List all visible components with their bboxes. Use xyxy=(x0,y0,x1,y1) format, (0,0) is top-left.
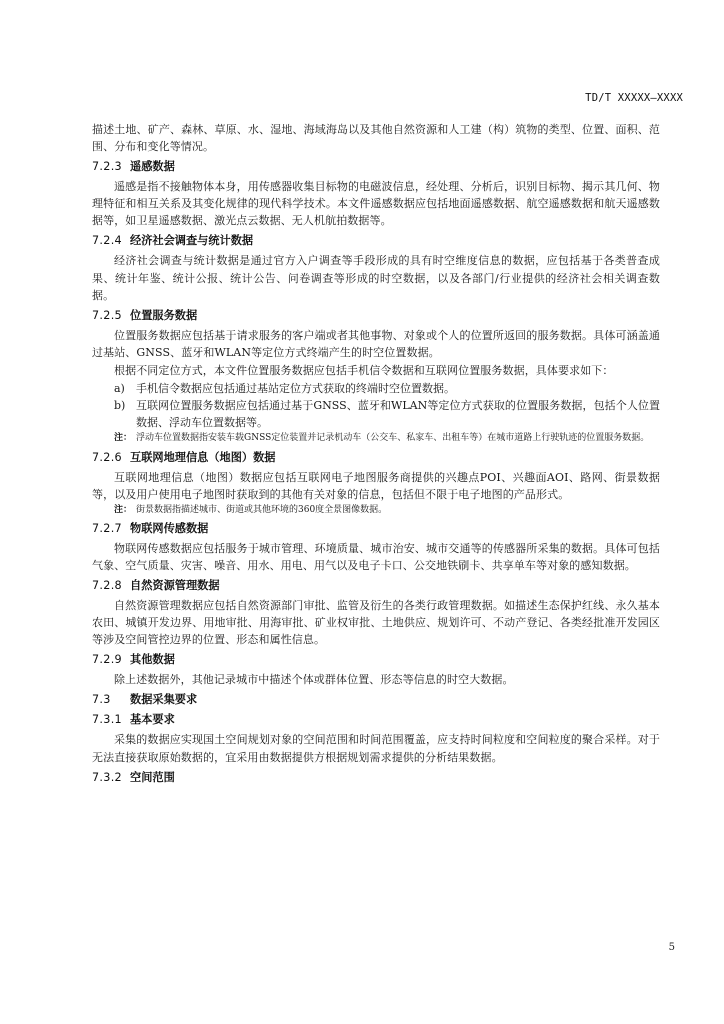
heading-7-2-7 xyxy=(92,521,660,537)
list-marker: a) xyxy=(114,382,125,396)
heading-7-2-3 xyxy=(92,159,660,175)
section-number: 7.2.7 xyxy=(92,521,122,535)
section-title: 经济社会调查与统计数据 xyxy=(130,234,254,248)
section-title: 位置服务数据 xyxy=(130,308,198,322)
para-location-2: 根据不同定位方式，本文件位置服务数据应包括手机信令数据和互联网位置服务数据，具体要求如下： xyxy=(114,363,614,377)
section-title: 自然资源管理数据 xyxy=(130,579,220,593)
page-number: 5 xyxy=(668,942,675,953)
note-street-view xyxy=(92,504,660,517)
section-number: 7.2.3 xyxy=(92,160,122,174)
list-item-text: 手机信令数据应包括通过基站定位方式获取的终端时空位置数据。 xyxy=(136,382,455,396)
section-title: 数据采集要求 xyxy=(130,693,198,707)
document-body xyxy=(92,121,660,789)
note-text: 街景数据指描述城市、街道或其他环境的360度全景图像数据。 xyxy=(136,504,388,515)
section-number: 7.2.9 xyxy=(92,653,122,667)
para-remote-sensing: 遥感是指不接触物体本身，用传感器收集目标物的电磁波信息，经处理、分析后，识别目标物、揭示其几何、物理特征和相互关系及其变化规律的现代科学技术。本文件遥感数据应包括地面遥感数据、航空遥感数据和航天遥感数据等，如卫星遥感数据、激光点云数据、无人机航拍数据等。 xyxy=(92,180,660,228)
section-number: 7.2.8 xyxy=(92,579,122,593)
list-item-a xyxy=(92,380,660,397)
section-title: 基本要求 xyxy=(130,713,175,727)
note-label: 注： xyxy=(114,433,133,444)
section-title: 遥感数据 xyxy=(130,160,175,174)
note-text: 浮动车位置数据指安装车载GNSS定位装置并记录机动车（公交车、私家车、出租车等）在城市道路上行驶轨迹的位置服务数据。 xyxy=(136,433,650,444)
section-title: 物联网传感数据 xyxy=(130,521,209,535)
para-other: 除上述数据外，其他记录城市中描述个体或群体位置、形态等信息的时空大数据。 xyxy=(114,673,514,687)
section-number: 7.3 xyxy=(92,693,111,707)
list-marker: b) xyxy=(114,399,126,413)
para-natural-resources: 自然资源管理数据应包括自然资源部门审批、监管及衍生的各类行政管理数据。如描述生态保护红线、永久基本农田、城镇开发边界、用地审批、用海审批、矿业权审批、土地供应、规划许可、不动产登记、各类经批准开发园区等涉及空间管控边界的位置、形态和属性信息。 xyxy=(92,599,660,647)
section-number: 7.2.5 xyxy=(92,308,122,322)
para-basic-req: 采集的数据应实现国土空间规划对象的空间范围和时间范围覆盖，应支持时间粒度和空间粒度的聚合采样。对于无法直接获取原始数据的，宜采用由数据提供方根据规划需求提供的分析结果数据。 xyxy=(92,733,660,764)
heading-7-2-6 xyxy=(92,450,660,466)
list-item-b xyxy=(92,397,660,431)
para-iot: 物联网传感数据应包括服务于城市管理、环境质量、城市治安、城市交通等的传感器所采集的数据。具体可包括气象、空气质量、灾害、噪音、用水、用电、用气以及电子卡口、公交地铁刷卡、共享单车等对象的感知数据。 xyxy=(92,541,660,572)
heading-7-2-5 xyxy=(92,308,660,324)
heading-7-3-1 xyxy=(92,712,660,728)
heading-7-2-9 xyxy=(92,652,660,668)
heading-7-3-2 xyxy=(92,770,660,786)
heading-7-2-8 xyxy=(92,578,660,594)
para-internet-map: 互联网地理信息（地图）数据应包括互联网电子地图服务商提供的兴趣点POI、兴趣面AOI、路网、街景数据等，以及用户使用电子地图时获取到的其他有关对象的信息，包括但不限于电子地图的产品形式。 xyxy=(92,470,660,501)
para-socioeconomic: 经济社会调查与统计数据是通过官方入户调查等手段形成的具有时空维度信息的数据，应包括基于各类普查成果、统计年鉴、统计公报、统计公告、问卷调查等形成的时空数据，以及各部门/行业提供的经济社会相关调查数据。 xyxy=(92,254,660,302)
section-number: 7.3.1 xyxy=(92,713,122,727)
list-item-text: 互联网位置服务数据应包括通过基于GNSS、蓝牙和WLAN等定位方式获取的位置服务数据，包括个人位置数据、浮动车位置数据等。 xyxy=(136,399,660,430)
document-code: TD/T XXXXX—XXXX xyxy=(585,92,683,104)
para-location-1: 位置服务数据应包括基于请求服务的客户端或者其他事物、对象或个人的位置所返回的服务数据。具体可涵盖通过基站、GNSS、蓝牙和WLAN等定位方式终端产生的时空位置数据。 xyxy=(92,328,660,359)
heading-7-2-4 xyxy=(92,233,660,249)
section-number: 7.2.4 xyxy=(92,234,122,248)
section-title: 空间范围 xyxy=(130,770,175,784)
note-floating-car xyxy=(92,432,660,445)
note-label: 注： xyxy=(114,504,133,515)
section-number: 7.2.6 xyxy=(92,450,122,464)
section-title: 其他数据 xyxy=(130,653,175,667)
section-title: 互联网地理信息（地图）数据 xyxy=(130,450,276,464)
heading-7-3 xyxy=(92,692,660,708)
section-number: 7.3.2 xyxy=(92,770,122,784)
para-intro: 描述土地、矿产、森林、草原、水、湿地、海域海岛以及其他自然资源和人工建（构）筑物的类型、位置、面积、范围、分布和变化等情况。 xyxy=(92,123,660,154)
